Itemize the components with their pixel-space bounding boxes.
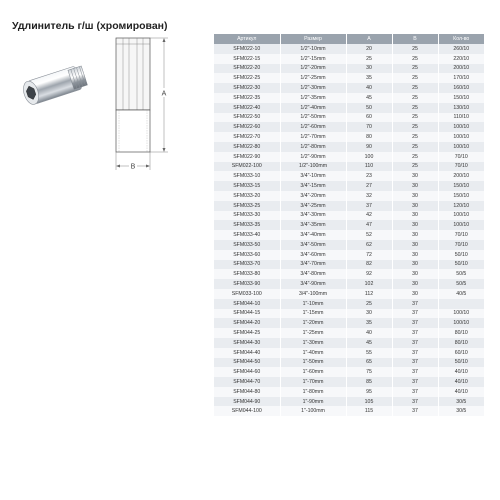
table-row [214, 54, 484, 64]
cell-dim-a: 60 [346, 113, 392, 123]
cell-article: SFM044-50 [214, 358, 280, 368]
cell-article: SFM022-50 [214, 113, 280, 123]
table-row [214, 289, 484, 299]
cell-size: 1"-20mm [280, 318, 346, 328]
cell-article: SFM033-100 [214, 289, 280, 299]
cell-size: 3/4"-20mm [280, 191, 346, 201]
table-row [214, 211, 484, 221]
cell-dim-b: 37 [392, 397, 438, 407]
cell-quantity: 160/10 [438, 83, 484, 93]
cell-dim-b: 30 [392, 250, 438, 260]
cell-article: SFM022-70 [214, 132, 280, 142]
cell-article: SFM033-25 [214, 201, 280, 211]
cell-dim-b: 25 [392, 142, 438, 152]
table-row [214, 397, 484, 407]
cell-dim-b: 25 [392, 103, 438, 113]
cell-dim-b: 25 [392, 73, 438, 83]
cell-article: SFM022-35 [214, 93, 280, 103]
cell-size: 1"-10mm [280, 299, 346, 309]
cell-article: SFM022-15 [214, 54, 280, 64]
cell-dim-b: 25 [392, 64, 438, 74]
table-row [214, 103, 484, 113]
cell-size: 1/2"-40mm [280, 103, 346, 113]
cell-quantity: 70/10 [438, 230, 484, 240]
cell-article: SFM022-90 [214, 152, 280, 162]
cell-dim-a: 110 [346, 162, 392, 172]
cell-quantity: 50/10 [438, 358, 484, 368]
cell-dim-a: 105 [346, 397, 392, 407]
column-header: B [392, 34, 438, 44]
cell-size: 1/2"-10mm [280, 44, 346, 54]
cell-quantity: 50/10 [438, 250, 484, 260]
cell-size: 1"-80mm [280, 387, 346, 397]
cell-size: 1"-15mm [280, 309, 346, 319]
table-row [214, 191, 484, 201]
cell-quantity: 30/5 [438, 397, 484, 407]
cell-article: SFM033-10 [214, 171, 280, 181]
cell-size: 1/2"-90mm [280, 152, 346, 162]
cell-dim-a: 102 [346, 279, 392, 289]
cell-article: SFM022-100 [214, 162, 280, 172]
cell-dim-b: 37 [392, 358, 438, 368]
table-row [214, 240, 484, 250]
cell-dim-a: 35 [346, 318, 392, 328]
table-row [214, 230, 484, 240]
cell-size: 1/2"-15mm [280, 54, 346, 64]
cell-quantity: 100/10 [438, 309, 484, 319]
cell-article: SFM033-30 [214, 211, 280, 221]
table-row [214, 318, 484, 328]
cell-size: 1/2"-30mm [280, 83, 346, 93]
cell-size: 1/2"-60mm [280, 122, 346, 132]
cell-dim-a: 25 [346, 299, 392, 309]
column-header: Кол-во [438, 34, 484, 44]
cell-dim-a: 20 [346, 44, 392, 54]
dimension-b-label: B [130, 163, 136, 171]
cell-size: 1"-90mm [280, 397, 346, 407]
table-row [214, 162, 484, 172]
table-header-row [214, 34, 484, 44]
cell-quantity: 150/10 [438, 93, 484, 103]
cell-size: 3/4"-60mm [280, 250, 346, 260]
cell-dim-b: 25 [392, 44, 438, 54]
cell-dim-a: 112 [346, 289, 392, 299]
cell-quantity: 100/10 [438, 142, 484, 152]
cell-quantity: 100/10 [438, 220, 484, 230]
cell-dim-a: 45 [346, 93, 392, 103]
cell-article: SFM044-40 [214, 348, 280, 358]
cell-dim-a: 35 [346, 73, 392, 83]
cell-quantity: 100/10 [438, 122, 484, 132]
table-row [214, 406, 484, 416]
product-photo [12, 56, 92, 116]
cell-dim-a: 75 [346, 367, 392, 377]
cell-dim-b: 30 [392, 220, 438, 230]
cell-dim-a: 95 [346, 387, 392, 397]
cell-dim-b: 30 [392, 269, 438, 279]
cell-dim-a: 40 [346, 328, 392, 338]
table-row [214, 122, 484, 132]
cell-size: 3/4"-90mm [280, 279, 346, 289]
cell-quantity: 100/10 [438, 211, 484, 221]
cell-article: SFM033-80 [214, 269, 280, 279]
cell-dim-b: 25 [392, 122, 438, 132]
cell-quantity: 50/5 [438, 269, 484, 279]
cell-dim-a: 45 [346, 338, 392, 348]
cell-quantity: 40/5 [438, 289, 484, 299]
cell-article: SFM033-90 [214, 279, 280, 289]
cell-size: 1/2"-100mm [280, 162, 346, 172]
dimension-a-label: A [161, 90, 167, 98]
table-row [214, 142, 484, 152]
cell-size: 1/2"-80mm [280, 142, 346, 152]
cell-dim-b: 37 [392, 328, 438, 338]
cell-dim-b: 30 [392, 211, 438, 221]
cell-dim-b: 37 [392, 387, 438, 397]
cell-quantity: 40/10 [438, 367, 484, 377]
cell-article: SFM022-40 [214, 103, 280, 113]
table-row [214, 377, 484, 387]
cell-article: SFM044-20 [214, 318, 280, 328]
cell-dim-b: 30 [392, 260, 438, 270]
cell-article: SFM033-15 [214, 181, 280, 191]
cell-size: 1/2"-35mm [280, 93, 346, 103]
cell-quantity: 220/10 [438, 54, 484, 64]
cell-dim-a: 62 [346, 240, 392, 250]
cell-dim-b: 37 [392, 377, 438, 387]
cell-quantity: 260/10 [438, 44, 484, 54]
cell-size: 3/4"-100mm [280, 289, 346, 299]
cell-article: SFM033-50 [214, 240, 280, 250]
cell-article: SFM044-80 [214, 387, 280, 397]
table-row [214, 387, 484, 397]
cell-size: 3/4"-25mm [280, 201, 346, 211]
cell-size: 1"-70mm [280, 377, 346, 387]
cell-quantity: 200/10 [438, 64, 484, 74]
cell-article: SFM044-70 [214, 377, 280, 387]
cell-article: SFM044-25 [214, 328, 280, 338]
cell-dim-a: 37 [346, 201, 392, 211]
cell-dim-b: 30 [392, 191, 438, 201]
table-row [214, 269, 484, 279]
cell-article: SFM044-30 [214, 338, 280, 348]
cell-size: 3/4"-35mm [280, 220, 346, 230]
table-row [214, 64, 484, 74]
cell-dim-a: 100 [346, 152, 392, 162]
spec-table [214, 34, 484, 416]
cell-dim-a: 32 [346, 191, 392, 201]
cell-size: 3/4"-10mm [280, 171, 346, 181]
cell-dim-a: 115 [346, 406, 392, 416]
cell-quantity: 50/5 [438, 279, 484, 289]
cell-size: 1"-40mm [280, 348, 346, 358]
cell-quantity [438, 299, 484, 309]
cell-dim-b: 37 [392, 348, 438, 358]
cell-dim-a: 50 [346, 103, 392, 113]
cell-quantity: 150/10 [438, 181, 484, 191]
cell-dim-a: 47 [346, 220, 392, 230]
table-row [214, 279, 484, 289]
cell-size: 3/4"-30mm [280, 211, 346, 221]
cell-dim-a: 55 [346, 348, 392, 358]
cell-dim-b: 37 [392, 367, 438, 377]
cell-size: 3/4"-50mm [280, 240, 346, 250]
cell-size: 1"-60mm [280, 367, 346, 377]
cell-dim-b: 30 [392, 240, 438, 250]
cell-size: 3/4"-70mm [280, 260, 346, 270]
cell-quantity: 50/10 [438, 260, 484, 270]
cell-dim-a: 65 [346, 358, 392, 368]
cell-dim-b: 25 [392, 152, 438, 162]
page-title: Удлинитель г/ш (хромирован) [12, 20, 168, 32]
cell-size: 3/4"-80mm [280, 269, 346, 279]
table-row [214, 83, 484, 93]
table-row [214, 260, 484, 270]
table-row [214, 338, 484, 348]
table-row [214, 367, 484, 377]
cell-article: SFM044-15 [214, 309, 280, 319]
column-header: Размер [280, 34, 346, 44]
cell-article: SFM033-40 [214, 230, 280, 240]
cell-quantity: 170/10 [438, 73, 484, 83]
table-row [214, 309, 484, 319]
cell-article: SFM033-20 [214, 191, 280, 201]
cell-dim-b: 37 [392, 318, 438, 328]
cell-size: 1/2"-20mm [280, 64, 346, 74]
cell-article: SFM022-30 [214, 83, 280, 93]
cell-dim-a: 30 [346, 64, 392, 74]
cell-size: 1"-50mm [280, 358, 346, 368]
cell-quantity: 80/10 [438, 328, 484, 338]
table-row [214, 348, 484, 358]
cell-dim-b: 37 [392, 338, 438, 348]
cell-article: SFM044-10 [214, 299, 280, 309]
cell-quantity: 120/10 [438, 201, 484, 211]
cell-dim-a: 70 [346, 122, 392, 132]
cell-dim-b: 25 [392, 162, 438, 172]
cell-size: 3/4"-40mm [280, 230, 346, 240]
cell-dim-a: 85 [346, 377, 392, 387]
technical-drawing [104, 34, 182, 180]
cell-dim-a: 23 [346, 171, 392, 181]
cell-dim-b: 30 [392, 201, 438, 211]
cell-quantity: 100/10 [438, 318, 484, 328]
column-header: Артикул [214, 34, 280, 44]
cell-dim-b: 30 [392, 171, 438, 181]
cell-dim-a: 40 [346, 83, 392, 93]
cell-dim-b: 37 [392, 309, 438, 319]
cell-article: SFM044-90 [214, 397, 280, 407]
cell-size: 1/2"-70mm [280, 132, 346, 142]
cell-dim-b: 25 [392, 113, 438, 123]
table-row [214, 299, 484, 309]
cell-article: SFM033-60 [214, 250, 280, 260]
cell-dim-a: 52 [346, 230, 392, 240]
cell-quantity: 200/10 [438, 171, 484, 181]
cell-dim-a: 30 [346, 309, 392, 319]
cell-size: 3/4"-15mm [280, 181, 346, 191]
table-row [214, 250, 484, 260]
cell-quantity: 60/10 [438, 348, 484, 358]
table-row [214, 201, 484, 211]
cell-quantity: 40/10 [438, 377, 484, 387]
cell-article: SFM044-100 [214, 406, 280, 416]
cell-dim-a: 72 [346, 250, 392, 260]
cell-dim-b: 37 [392, 406, 438, 416]
cell-quantity: 100/10 [438, 132, 484, 142]
cell-dim-b: 25 [392, 83, 438, 93]
cell-size: 1"-100mm [280, 406, 346, 416]
cell-dim-b: 37 [392, 299, 438, 309]
table-row [214, 93, 484, 103]
cell-quantity: 70/10 [438, 240, 484, 250]
cell-quantity: 40/10 [438, 387, 484, 397]
cell-dim-a: 80 [346, 132, 392, 142]
cell-dim-a: 92 [346, 269, 392, 279]
table-body [214, 44, 484, 416]
table-row [214, 358, 484, 368]
cell-dim-b: 30 [392, 181, 438, 191]
cell-dim-b: 25 [392, 132, 438, 142]
cell-dim-a: 27 [346, 181, 392, 191]
cell-quantity: 30/5 [438, 406, 484, 416]
cell-article: SFM022-10 [214, 44, 280, 54]
table-row [214, 113, 484, 123]
cell-size: 1/2"-50mm [280, 113, 346, 123]
cell-dim-a: 42 [346, 211, 392, 221]
table-row [214, 73, 484, 83]
cell-article: SFM022-20 [214, 64, 280, 74]
table-row [214, 44, 484, 54]
cell-dim-b: 30 [392, 279, 438, 289]
table-row [214, 132, 484, 142]
cell-dim-a: 90 [346, 142, 392, 152]
cell-dim-a: 25 [346, 54, 392, 64]
cell-quantity: 70/10 [438, 152, 484, 162]
cell-dim-b: 25 [392, 54, 438, 64]
cell-dim-a: 82 [346, 260, 392, 270]
cell-dim-b: 25 [392, 93, 438, 103]
cell-article: SFM044-60 [214, 367, 280, 377]
cell-dim-b: 30 [392, 230, 438, 240]
cell-quantity: 80/10 [438, 338, 484, 348]
table-row [214, 328, 484, 338]
cell-article: SFM022-25 [214, 73, 280, 83]
cell-dim-b: 30 [392, 289, 438, 299]
table-row [214, 220, 484, 230]
column-header: A [346, 34, 392, 44]
cell-article: SFM022-60 [214, 122, 280, 132]
cell-article: SFM022-80 [214, 142, 280, 152]
cell-size: 1"-30mm [280, 338, 346, 348]
cell-quantity: 70/10 [438, 162, 484, 172]
cell-quantity: 110/10 [438, 113, 484, 123]
cell-article: SFM033-35 [214, 220, 280, 230]
cell-size: 1"-25mm [280, 328, 346, 338]
table-row [214, 171, 484, 181]
table-row [214, 181, 484, 191]
cell-quantity: 130/10 [438, 103, 484, 113]
cell-size: 1/2"-25mm [280, 73, 346, 83]
cell-article: SFM033-70 [214, 260, 280, 270]
cell-quantity: 150/10 [438, 191, 484, 201]
table-row [214, 152, 484, 162]
